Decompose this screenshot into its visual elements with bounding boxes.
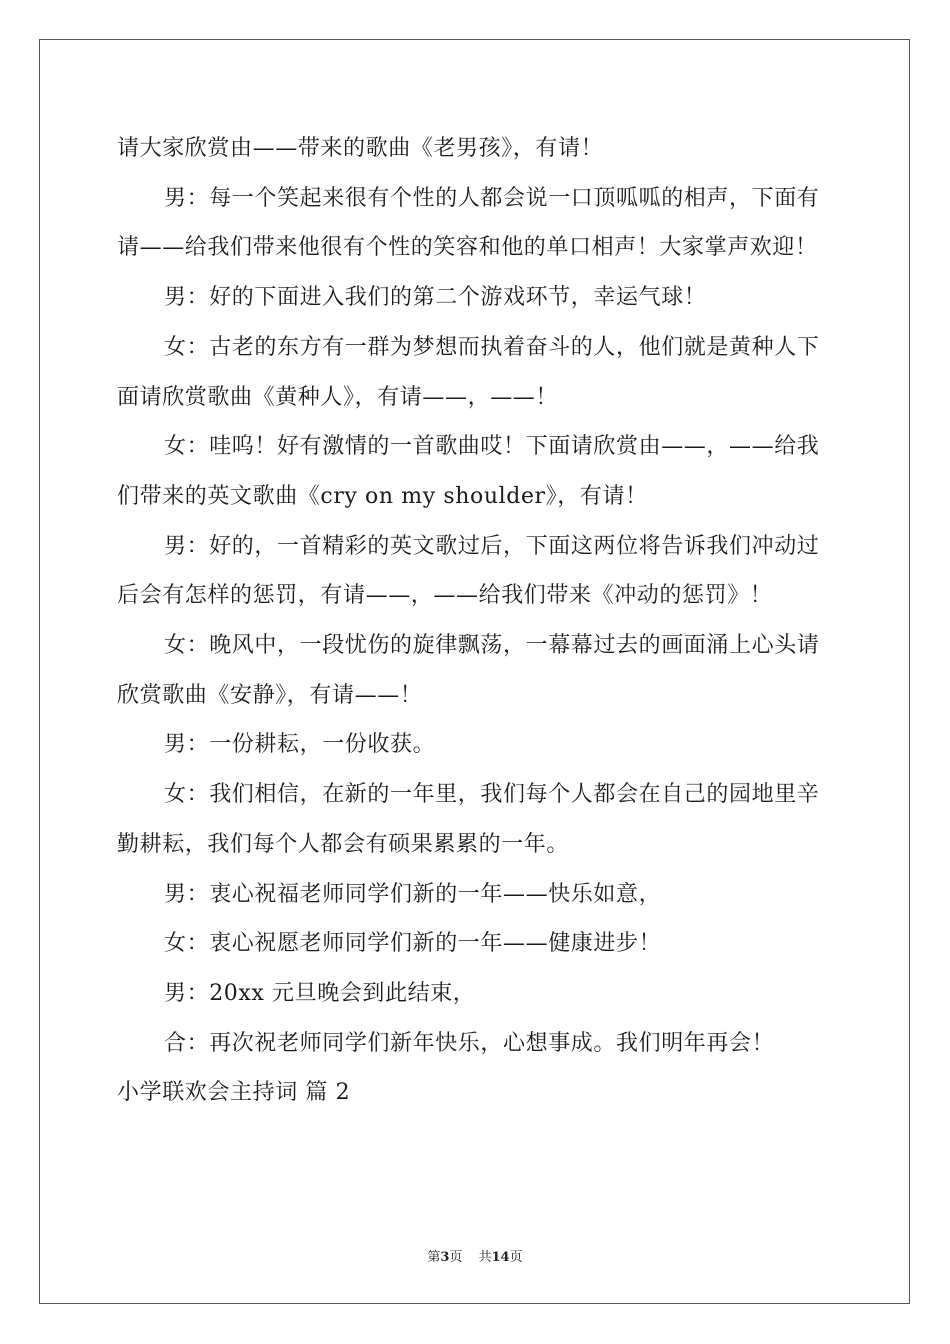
paragraph: 男：好的，一首精彩的英文歌过后，下面这两位将告诉我们冲动过后会有怎样的惩罚，有请——，——给我们带来《冲动的惩罚》！ <box>117 533 820 609</box>
section-heading: 小学联欢会主持词 篇 2 <box>117 1080 351 1106</box>
total-label-prefix: 共 <box>478 1250 492 1265</box>
paragraph: 请大家欣赏由——带来的歌曲《老男孩》，有请！ <box>117 136 604 161</box>
page-label-prefix: 第 <box>427 1250 441 1265</box>
paragraph: 男：衷心祝福老师同学们新的一年——快乐如意， <box>164 881 662 907</box>
paragraph: 男：一份耕耘，一份收获。 <box>164 732 436 758</box>
paragraph: 男：20xx 元旦晚会到此结束， <box>164 980 476 1006</box>
paragraph: 女：哇呜！好有激情的一首歌曲哎！下面请欣赏由——，——给我们带来的英文歌曲《cry on my shoulder》，有请！ <box>117 434 820 509</box>
paragraph: 男：好的下面进入我们的第二个游戏环节，幸运气球！ <box>164 285 707 311</box>
paragraph: 男：每一个笑起来很有个性的人都会说一口顶呱呱的相声，下面有请——给我们带来他很有个性的笑容和他的单口相声！大家掌声欢迎！ <box>117 185 820 261</box>
paragraph: 女：我们相信，在新的一年里，我们每个人都会在自己的园地里辛勤耕耘，我们每个人都会有硕果累累的一年。 <box>117 782 820 857</box>
total-pages: 14 <box>491 1250 510 1265</box>
page-number: 3 <box>440 1250 450 1265</box>
page-footer <box>0 1246 950 1265</box>
paragraph: 女：晚风中，一段忧伤的旋律飘荡，一幕幕过去的画面涌上心头请欣赏歌曲《安静》，有请——！ <box>117 633 820 708</box>
paragraph: 合：再次祝老师同学们新年快乐，心想事成。我们明年再会！ <box>164 1030 775 1056</box>
paragraph: 女：衷心祝愿老师同学们新的一年——健康进步！ <box>164 931 662 957</box>
document-body <box>117 124 835 1118</box>
total-label-suffix: 页 <box>509 1250 523 1265</box>
page-label-suffix: 页 <box>449 1250 463 1265</box>
paragraph: 女：古老的东方有一群为梦想而执着奋斗的人，他们就是黄种人下面请欣赏歌曲《黄种人》，有请——，——！ <box>117 334 820 410</box>
